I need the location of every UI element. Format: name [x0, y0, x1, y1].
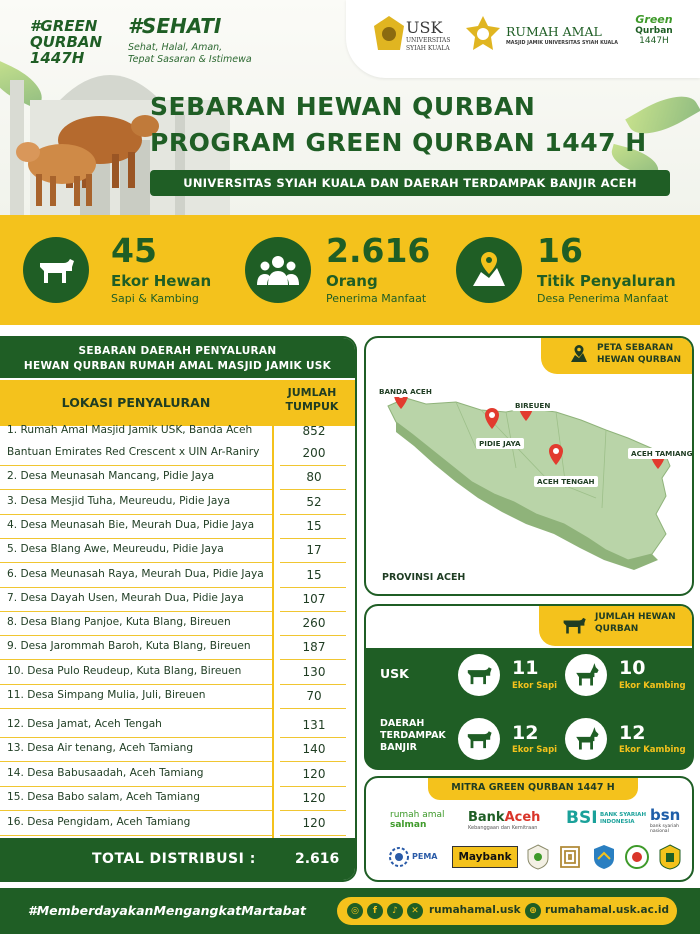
- stat-recipient-count: 2.616: [326, 231, 431, 270]
- stat-recipient-sub: Penerima Manfaat: [326, 292, 427, 305]
- stat-animal-sub: Sapi & Kambing: [111, 292, 199, 305]
- page-title-line2: PROGRAM GREEN QURBAN 1447 H: [150, 128, 647, 157]
- row-location: 12. Desa Jamat, Aceh Tengah: [7, 718, 162, 730]
- row-quantity: 120: [302, 767, 326, 781]
- row-divider: [0, 761, 272, 762]
- rumah-amal-logo-text: RUMAH AMAL: [506, 24, 602, 39]
- animal-tag-line2: QURBAN: [595, 624, 639, 634]
- row-quantity: 187: [302, 640, 326, 654]
- row-divider: [280, 611, 346, 612]
- social-handle[interactable]: rumahamal.usk: [429, 904, 521, 916]
- partner-maze-icon: [558, 844, 582, 870]
- banjir-row-label: DAERAH TERDAMPAK BANJIR: [380, 718, 446, 753]
- row-divider: [0, 587, 272, 588]
- animal-tag-line1: JUMLAH HEWAN: [595, 612, 676, 622]
- map-marker-label: BANDA ACEH: [376, 386, 435, 397]
- cow-icon: [561, 615, 587, 635]
- banjir-goat-count: 12: [619, 722, 646, 744]
- stats-band: [0, 215, 700, 325]
- hashtag-sehati: #SEHATI: [128, 14, 222, 38]
- row-location: 11. Desa Simpang Mulia, Juli, Bireuen: [7, 689, 206, 701]
- row-location: 9. Desa Jarommah Baroh, Kuta Blang, Bireuen: [7, 640, 251, 652]
- partners-panel: [364, 776, 694, 882]
- row-divider: [280, 810, 346, 811]
- row-divider: [280, 489, 346, 490]
- website-link[interactable]: rumahamal.usk.ac.id: [545, 904, 669, 916]
- row-divider: [0, 708, 272, 709]
- animal-count-tag: [539, 604, 694, 646]
- partner-shield-icon: [592, 844, 616, 870]
- row-location: 2. Desa Meunasah Mancang, Pidie Jaya: [7, 470, 215, 482]
- row-divider: [0, 810, 272, 811]
- row-divider: [280, 761, 346, 762]
- usk-cow-unit: Ekor Sapi: [512, 681, 558, 691]
- bsn-logo: bsn bank syariah nasional: [650, 806, 681, 834]
- row-divider: [0, 562, 272, 563]
- aceh-province-map: [366, 338, 694, 596]
- row-location: 1. Rumah Amal Masjid Jamik USK, Banda Aceh: [7, 424, 253, 436]
- partner-emblem-icon: [658, 844, 682, 870]
- footer: [0, 888, 700, 934]
- row-location: 8. Desa Blang Panjoe, Kuta Blang, Bireuen: [7, 616, 231, 628]
- pema-logo: PEMA: [412, 852, 438, 861]
- row-quantity: 260: [302, 616, 326, 630]
- row-location: 16. Desa Pengidam, Aceh Tamiang: [7, 816, 191, 828]
- usk-row-label: USK: [380, 666, 409, 681]
- row-quantity: 17: [306, 543, 322, 557]
- row-divider: [0, 611, 272, 612]
- column-header-location: LOKASI PENYALURAN: [61, 395, 211, 410]
- map-tag-line2: HEWAN QURBAN: [597, 355, 682, 365]
- row-divider: [0, 538, 272, 539]
- table-panel-heading: SEBARAN DAERAH PENYALURAN HEWAN QURBAN RUMAH AMAL MASJID JAMIK USK: [0, 338, 355, 378]
- distribution-table-panel: [0, 336, 357, 882]
- row-divider: [280, 514, 346, 515]
- usk-logo-text: USK: [406, 18, 443, 37]
- usk-cow-count: 11: [512, 657, 539, 679]
- row-quantity: 15: [306, 568, 322, 582]
- row-quantity: 852: [302, 424, 326, 438]
- rumah-amal-emblem-icon: [466, 16, 500, 50]
- row-divider: [280, 562, 346, 563]
- row-divider: [280, 587, 346, 588]
- goat-icon: [565, 654, 607, 696]
- bank-aceh-logo: BankAceh Kebanggaan dan Kemitraan: [468, 810, 541, 831]
- sehati-tagline: Sehat, Halal, Aman, Tepat Sasaran & Istimewa: [128, 42, 252, 65]
- partner-crest-icon: [526, 844, 550, 870]
- map-pin-icon: [456, 237, 522, 303]
- row-location: 3. Desa Mesjid Tuha, Meureudu, Pidie Jaya: [7, 495, 231, 507]
- row-divider: [0, 465, 272, 466]
- people-icon: [245, 237, 311, 303]
- map-pin-icon: [548, 444, 564, 466]
- partner-round-seal-icon: [624, 844, 650, 870]
- social-links-pill: [337, 897, 677, 925]
- row-quantity: 120: [302, 791, 326, 805]
- row-location: 13. Desa Air tenang, Aceh Tamiang: [7, 742, 194, 754]
- footer-hashtag: #MemberdayakanMengangkatMartabat: [28, 903, 307, 918]
- row-quantity: 52: [306, 495, 322, 509]
- stat-location-count: 16: [537, 231, 583, 270]
- goat-icon: [565, 718, 607, 760]
- map-marker-label: BIREUEN: [512, 400, 553, 411]
- page-subtitle: UNIVERSITAS SYIAH KUALA DAN DAERAH TERDAMPAK BANJIR ACEH: [150, 170, 670, 196]
- map-marker-label: PIDIE JAYA: [476, 438, 524, 449]
- globe-icon: ⊕: [525, 903, 541, 919]
- row-divider: [0, 489, 272, 490]
- stat-location-label: Titik Penyaluran: [537, 272, 676, 290]
- pema-emblem-icon: [388, 846, 410, 868]
- row-divider: [0, 737, 272, 738]
- map-marker-label: ACEH TENGAH: [534, 476, 598, 487]
- row-divider: [0, 659, 272, 660]
- row-divider: [280, 538, 346, 539]
- bsi-logo: BSI: [566, 808, 598, 828]
- row-quantity: 200: [302, 446, 326, 460]
- table-header: [0, 380, 355, 426]
- partners-heading: MITRA GREEN QURBAN 1447 H: [428, 776, 638, 800]
- row-divider: [280, 465, 346, 466]
- province-label: PROVINSI ACEH: [382, 572, 466, 583]
- row-divider: [280, 684, 346, 685]
- usk-logo-sub1: UNIVERSITAS: [406, 37, 451, 44]
- green-qurban-logo: Green Qurban 1447H: [635, 13, 673, 46]
- x-icon[interactable]: ✕: [407, 903, 423, 919]
- map-marker-label: ACEH TAMIANG: [628, 448, 694, 459]
- rumah-amal-salman-logo: rumah amal salman: [390, 810, 445, 830]
- row-location: 14. Desa Babusaadah, Aceh Tamiang: [7, 767, 204, 779]
- row-divider: [280, 737, 346, 738]
- column-header-quantity: JUMLAH TUMPUK: [285, 386, 339, 413]
- row-quantity: 70: [306, 689, 322, 703]
- row-quantity: 80: [306, 470, 322, 484]
- partner-logo-strip: [346, 0, 700, 78]
- row-divider: [0, 684, 272, 685]
- row-quantity: 107: [302, 592, 326, 606]
- stat-animal-label: Ekor Hewan: [111, 272, 212, 290]
- page-title-line1: SEBARAN HEWAN QURBAN: [150, 92, 536, 121]
- usk-emblem-icon: [374, 16, 404, 50]
- stat-location-sub: Desa Penerima Manfaat: [537, 292, 669, 305]
- maybank-logo: Maybank: [452, 846, 518, 868]
- map-panel: [364, 336, 694, 596]
- rumah-amal-logo-sub: MASJID JAMIK UNIVERSITAS SYIAH KUALA: [506, 41, 618, 46]
- map-pin-icon: [484, 408, 500, 430]
- usk-logo-sub2: SYIAH KUALA: [406, 45, 450, 52]
- usk-goat-count: 10: [619, 657, 646, 679]
- row-divider: [280, 659, 346, 660]
- stat-recipient-label: Orang: [326, 272, 378, 290]
- banjir-cow-unit: Ekor Sapi: [512, 745, 558, 755]
- banjir-cow-count: 12: [512, 722, 539, 744]
- bsi-logo-sub: BANK SYARIAH INDONESIA: [600, 812, 647, 825]
- facebook-icon[interactable]: f: [367, 903, 383, 919]
- total-label: TOTAL DISTRIBUSI :: [92, 851, 256, 867]
- row-divider: [280, 708, 346, 709]
- usk-goat-unit: Ekor Kambing: [619, 681, 686, 691]
- row-divider: [280, 635, 346, 636]
- row-location: 15. Desa Babo salam, Aceh Tamiang: [7, 791, 200, 803]
- total-distribution-bar: [0, 838, 355, 882]
- row-quantity: 140: [302, 742, 326, 756]
- row-quantity: 15: [306, 519, 322, 533]
- cow-icon: [458, 654, 500, 696]
- animal-count-panel: [364, 604, 694, 770]
- row-quantity: 131: [302, 718, 326, 732]
- row-divider: [0, 786, 272, 787]
- row-location: 6. Desa Meunasah Raya, Meurah Dua, Pidie Jaya: [7, 568, 264, 580]
- tiktok-icon[interactable]: ♪: [387, 903, 403, 919]
- row-location: 7. Desa Dayah Usen, Meurah Dua, Pidie Jaya: [7, 592, 244, 604]
- row-divider: [0, 514, 272, 515]
- map-tag-line1: PETA SEBARAN: [597, 343, 674, 353]
- hashtag-green-qurban: #GREEN QURBAN 1447H: [30, 17, 103, 67]
- banjir-goat-unit: Ekor Kambing: [619, 745, 686, 755]
- row-divider: [0, 835, 272, 836]
- stat-animal-count: 45: [111, 231, 157, 270]
- row-quantity: 130: [302, 665, 326, 679]
- row-divider: [280, 786, 346, 787]
- row-location: Bantuan Emirates Red Crescent x UIN Ar-Raniry: [7, 446, 260, 458]
- row-location: 4. Desa Meunasah Bie, Meurah Dua, Pidie Jaya: [7, 519, 255, 531]
- header: [0, 0, 700, 215]
- row-quantity: 120: [302, 816, 326, 830]
- row-location: 10. Desa Pulo Reudeup, Kuta Blang, Bireuen: [7, 665, 242, 677]
- instagram-icon[interactable]: ◎: [347, 903, 363, 919]
- total-value: 2.616: [295, 851, 340, 867]
- cow-icon: [23, 237, 89, 303]
- row-divider: [0, 635, 272, 636]
- cow-icon: [458, 718, 500, 760]
- row-divider: [280, 835, 346, 836]
- row-location: 5. Desa Blang Awe, Meureudu, Pidie Jaya: [7, 543, 224, 555]
